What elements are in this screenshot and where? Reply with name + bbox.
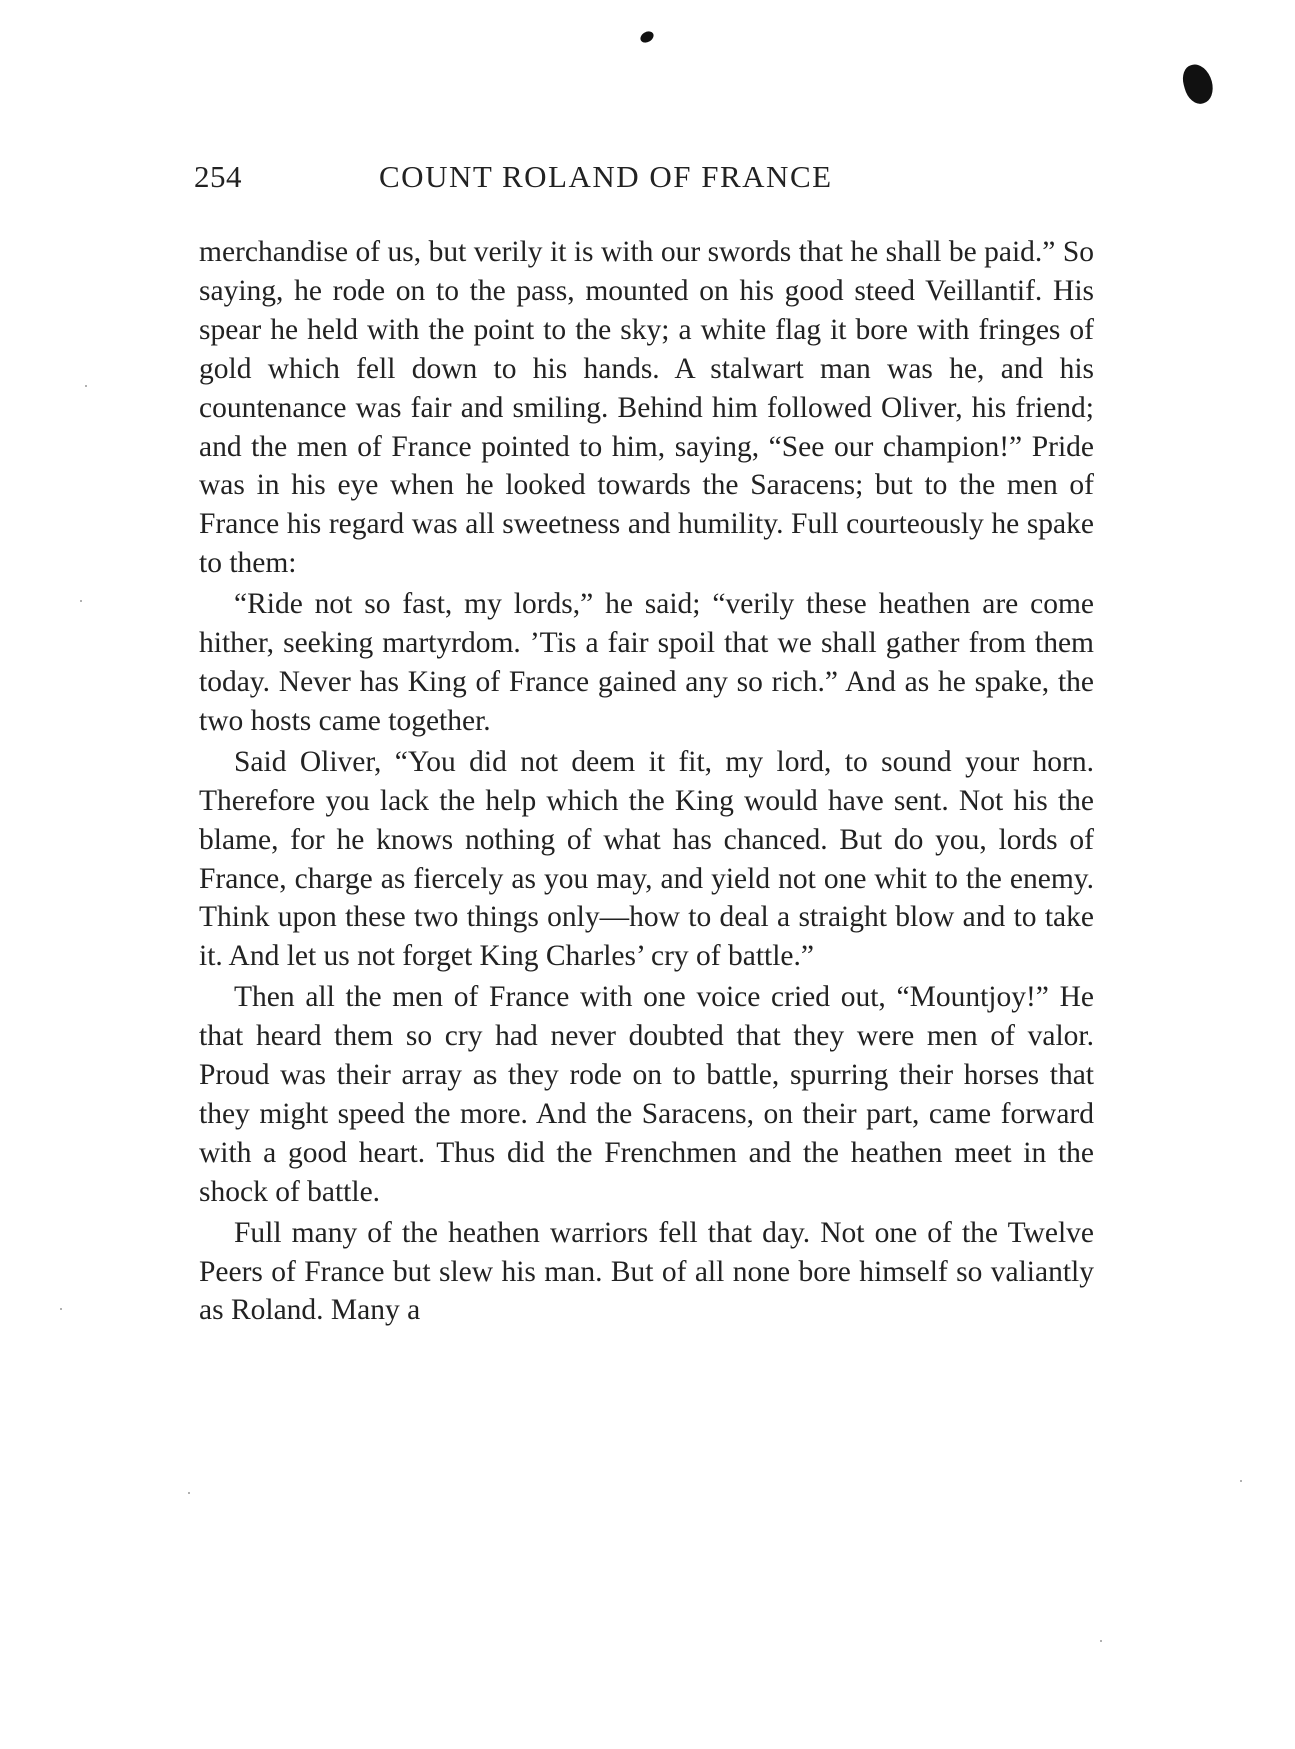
page-number: 254 [194, 159, 242, 194]
paper-speck [1100, 1640, 1102, 1642]
running-title: COUNT ROLAND OF FRANCE [379, 159, 833, 194]
page-header [194, 157, 1094, 197]
paragraph: Full many of the heathen warriors fell that day. Not one of the Twelve Peers of France but slew his man. But of all none bore himself so valiantly as Roland. Many a [199, 1216, 1094, 1327]
paper-speck [1240, 1480, 1242, 1482]
paper-speck [80, 600, 82, 602]
ink-blot [638, 29, 655, 45]
paragraph: “Ride not so fast, my lords,” he said; “verily these heathen are come hither, seeking martyrdom. ’Tis a fair spoil that we shall gather from them today. Never has King of France gained any so rich.” And as he spake, the two hosts came together. [199, 588, 1094, 737]
paper-speck [85, 385, 87, 387]
paragraph: Said Oliver, “You did not deem it fit, my lord, to sound your horn. Therefore you lack the help which the King would have sent. Not his the blame, for he knows nothing of what has chanced. But do you, lords of France, charge as fiercely as you may, and yield not one whit to the enemy. Think upon these two things only—how to deal a straight blow and to take it. And let us not forget King Charles’ cry of battle.” [199, 745, 1094, 973]
paragraph: Then all the men of France with one voice cried out, “Mountjoy!” He that heard them so cry had never doubted that they were men of valor. Proud was their array as they rode on to battle, spurring their horses that they might speed the more. And the Saracens, on their part, came forward with a good heart. Thus did the Frenchmen and the heathen meet in the shock of battle. [199, 981, 1094, 1208]
body-text [199, 233, 1094, 1330]
paragraph: merchandise of us, but verily it is with our swords that he shall be paid.” So saying, he rode on to the pass, mounted on his good steed Veillantif. His spear he held with the point to the sky; a white flag it bore with fringes of gold which fell down to his hands. A stalwart man was he, and his countenance was fair and smiling. Behind him followed Oliver, his friend; and the men of France pointed to him, saying, “See our champion!” Pride was in his eye when he looked towards the Saracens; but to the men of France his regard was all sweetness and humility. Full courteously he spake to them: [199, 236, 1094, 580]
paper-speck [188, 1492, 190, 1494]
ink-blot [1179, 61, 1216, 107]
paper-speck [60, 1308, 62, 1310]
